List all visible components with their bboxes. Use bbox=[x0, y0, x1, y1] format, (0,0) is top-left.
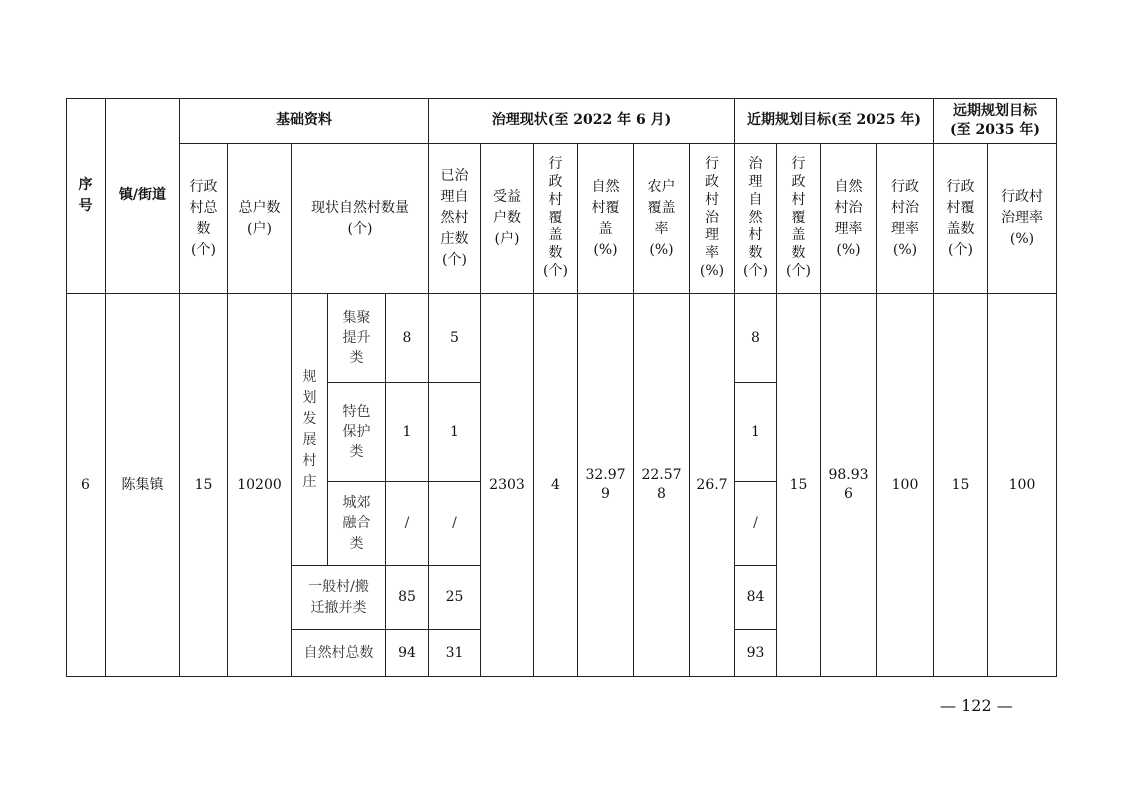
header-farmer-cover-rate bbox=[634, 144, 690, 294]
header-natural-cover-rate-text: 自然 村覆 盖 (%) bbox=[591, 178, 620, 258]
header-far-text: 远期规划目标 (至 2035 年) bbox=[950, 102, 1040, 138]
cell-total-label-text: 自然村总数 bbox=[303, 644, 374, 661]
cell-natural-cover-rate-text: 32.97 9 bbox=[585, 467, 626, 502]
cell-seq-text: 6 bbox=[81, 476, 90, 493]
header-current bbox=[429, 98, 735, 144]
cell-total-count-text: 94 bbox=[398, 644, 416, 661]
cell-total-label bbox=[292, 630, 386, 677]
cell-sub-label-3-text: 城郊 融合 类 bbox=[342, 495, 371, 552]
cell-near-2-text: 1 bbox=[751, 423, 760, 440]
header-near-admin-covered-text: 行 政 村 覆 盖 数 (个) bbox=[786, 156, 811, 279]
cell-far-admin-treat-rate bbox=[988, 294, 1057, 677]
cell-treated-total bbox=[429, 630, 481, 677]
cell-near-admin-covered bbox=[777, 294, 821, 677]
cell-treated-3 bbox=[429, 482, 481, 566]
header-benefit-households-text: 受益 户数 (户) bbox=[493, 189, 521, 247]
cell-treated-total-text: 31 bbox=[445, 644, 464, 661]
cell-near-3 bbox=[735, 482, 777, 566]
cell-near-natural-treat-rate-text: 98.93 6 bbox=[828, 467, 869, 502]
header-near-natural-treat-rate-text: 自然 村治 理率 (%) bbox=[834, 178, 863, 258]
cell-sub-count-1 bbox=[386, 294, 429, 383]
header-admin-total bbox=[180, 144, 228, 294]
cell-general-label-text: 一般村/搬 迁撤并类 bbox=[308, 578, 369, 616]
header-admin-treat-rate-text: 行 政 村 治 理 率 (%) bbox=[699, 156, 725, 279]
header-town bbox=[106, 98, 180, 294]
cell-treated-general-text: 25 bbox=[445, 589, 464, 605]
header-benefit-households bbox=[481, 144, 534, 294]
cell-sub-count-2 bbox=[386, 383, 429, 482]
cell-treated-1 bbox=[429, 294, 481, 383]
header-far-admin-treat-rate bbox=[988, 144, 1057, 294]
cell-treated-3-text: / bbox=[452, 515, 457, 531]
cell-far-admin-covered bbox=[934, 294, 988, 677]
cell-sub-label-3 bbox=[328, 482, 386, 566]
cell-plan-group-text: 规 划 发 展 村 庄 bbox=[302, 368, 317, 490]
header-admin-covered bbox=[534, 144, 578, 294]
header-far bbox=[934, 98, 1057, 144]
cell-sub-count-1-text: 8 bbox=[402, 329, 412, 346]
cell-near-total-text: 93 bbox=[746, 644, 765, 661]
cell-admin-covered bbox=[534, 294, 578, 677]
cell-benefit-households-text: 2303 bbox=[489, 476, 525, 493]
cell-sub-label-2 bbox=[328, 383, 386, 482]
cell-households-text: 10200 bbox=[237, 476, 282, 493]
header-near-natural-treat-rate bbox=[821, 144, 877, 294]
cell-households bbox=[228, 294, 292, 677]
header-treated-natural bbox=[429, 144, 481, 294]
cell-near-3-text: / bbox=[753, 515, 758, 531]
cell-farmer-cover-rate-text: 22.57 8 bbox=[641, 467, 682, 502]
cell-admin-total bbox=[180, 294, 228, 677]
cell-admin-treat-rate-text: 26.7 bbox=[696, 476, 728, 493]
cell-sub-count-3 bbox=[386, 482, 429, 566]
cell-near-total bbox=[735, 630, 777, 677]
cell-treated-1-text: 5 bbox=[450, 329, 459, 346]
header-near-admin-treat-rate bbox=[877, 144, 934, 294]
cell-admin-treat-rate bbox=[690, 294, 735, 677]
cell-near-2 bbox=[735, 383, 777, 482]
header-households-text: 总户数 (户) bbox=[238, 199, 281, 237]
cell-near-admin-treat-rate-text: 100 bbox=[891, 476, 919, 493]
header-admin-total-text: 行政 村总 数 (个) bbox=[189, 178, 218, 258]
cell-sub-label-1-text: 集聚 提升 类 bbox=[342, 309, 371, 367]
cell-general-count bbox=[386, 566, 429, 630]
cell-sub-count-3-text: / bbox=[404, 515, 410, 531]
cell-sub-label-1 bbox=[328, 294, 386, 383]
cell-near-1 bbox=[735, 294, 777, 383]
cell-benefit-households bbox=[481, 294, 534, 677]
cell-general-label bbox=[292, 566, 386, 630]
header-seq-text: 序 号 bbox=[78, 176, 93, 214]
cell-treated-2-text: 1 bbox=[450, 423, 459, 440]
header-far-admin-covered-text: 行政 村覆 盖数 (个) bbox=[946, 178, 975, 258]
header-near-admin-treat-rate-text: 行政 村治 理率 (%) bbox=[891, 178, 919, 258]
header-treated-natural-text: 已治 理自 然村 庄数 (个) bbox=[440, 168, 469, 268]
cell-near-general-text: 84 bbox=[746, 589, 765, 605]
header-near-admin-covered bbox=[777, 144, 821, 294]
cell-treated-2 bbox=[429, 383, 481, 482]
header-near bbox=[735, 98, 934, 144]
cell-total-count bbox=[386, 630, 429, 677]
header-admin-covered-text: 行 政 村 覆 盖 数 (个) bbox=[543, 156, 568, 279]
header-households bbox=[228, 144, 292, 294]
header-farmer-cover-rate-text: 农户 覆盖 率 (%) bbox=[647, 178, 676, 258]
header-basic-text: 基础资料 bbox=[276, 112, 332, 128]
cell-far-admin-covered-text: 15 bbox=[951, 476, 970, 493]
header-far-admin-treat-rate-text: 行政村 治理率 (%) bbox=[1001, 189, 1043, 247]
cell-near-1-text: 8 bbox=[751, 329, 760, 346]
header-town-text: 镇/街道 bbox=[118, 187, 167, 203]
header-far-admin-covered bbox=[934, 144, 988, 294]
cell-near-admin-covered-text: 15 bbox=[789, 476, 808, 493]
page-number: — 122 — bbox=[940, 696, 1013, 715]
cell-town bbox=[106, 294, 180, 677]
header-near-treated-natural bbox=[735, 144, 777, 294]
cell-town-text: 陈集镇 bbox=[121, 476, 164, 493]
data-table bbox=[66, 98, 1057, 677]
header-near-text: 近期规划目标(至 2025 年) bbox=[747, 112, 921, 128]
cell-admin-covered-text: 4 bbox=[551, 476, 560, 493]
header-natural-cover-rate bbox=[578, 144, 634, 294]
cell-near-natural-treat-rate bbox=[821, 294, 877, 677]
cell-treated-general bbox=[429, 566, 481, 630]
cell-admin-total-text: 15 bbox=[194, 476, 213, 493]
cell-near-admin-treat-rate bbox=[877, 294, 934, 677]
header-seq bbox=[66, 98, 106, 294]
header-natural-count-text: 现状自然村数量 (个) bbox=[311, 199, 409, 237]
header-basic bbox=[180, 98, 429, 144]
cell-natural-cover-rate bbox=[578, 294, 634, 677]
header-near-treated-natural-text: 治 理 自 然 村 数 (个) bbox=[743, 156, 768, 279]
cell-far-admin-treat-rate-text: 100 bbox=[1008, 476, 1036, 493]
cell-plan-group bbox=[292, 294, 328, 566]
cell-near-general bbox=[735, 566, 777, 630]
header-natural-count bbox=[292, 144, 429, 294]
cell-sub-label-2-text: 特色 保护 类 bbox=[342, 403, 371, 461]
cell-sub-count-2-text: 1 bbox=[402, 423, 412, 440]
cell-general-count-text: 85 bbox=[398, 589, 416, 605]
cell-farmer-cover-rate bbox=[634, 294, 690, 677]
header-current-text: 治理现状(至 2022 年 6 月) bbox=[491, 112, 672, 128]
header-admin-treat-rate bbox=[690, 144, 735, 294]
cell-seq bbox=[66, 294, 106, 677]
